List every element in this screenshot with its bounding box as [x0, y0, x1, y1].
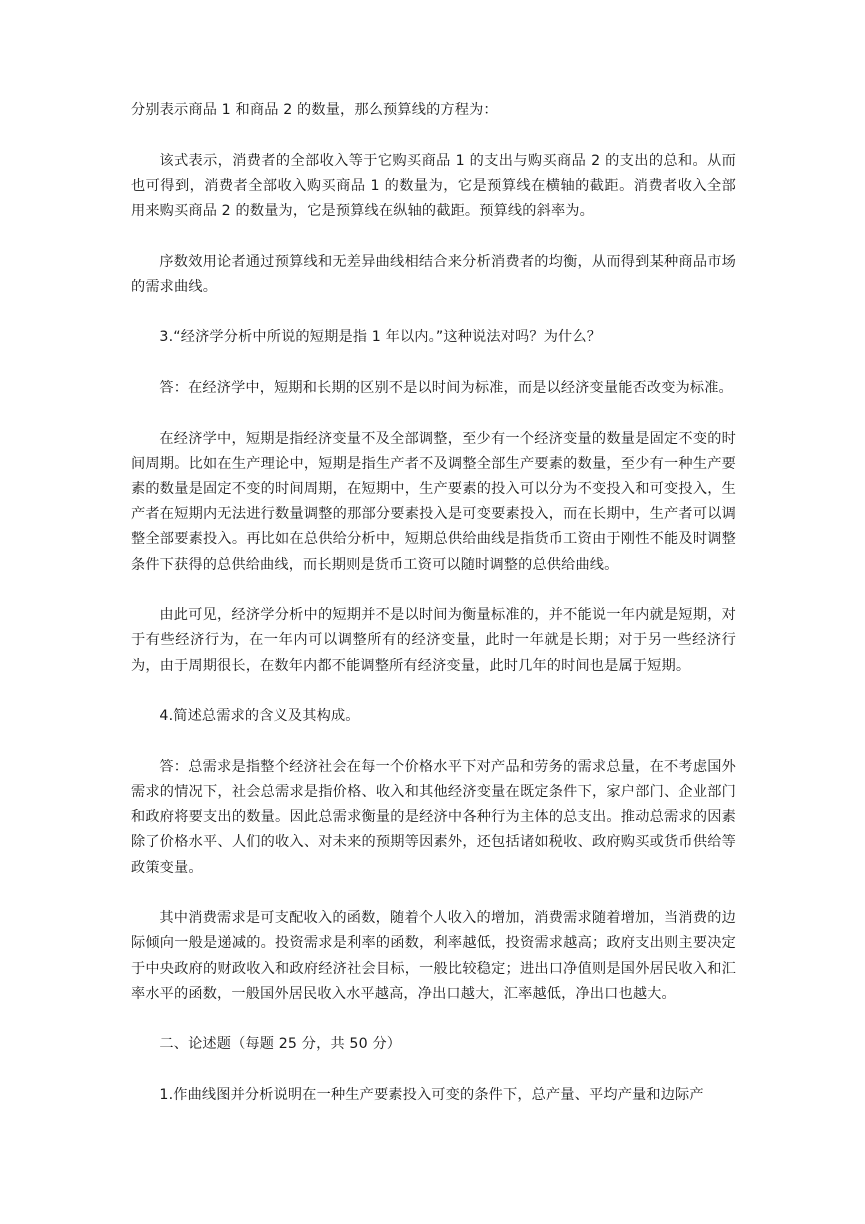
answer-3-intro: 答：在经济学中，短期和长期的区别不是以时间为标准，而是以经济变量能否改变为标准。: [159, 379, 733, 396]
question-4-heading: 4.简述总需求的含义及其构成。: [159, 708, 360, 725]
paragraph-ordinal-utility: 序数效用论者通过预算线和无差异曲线相结合来分析消费者的均衡，从而得到某种商品市场的需求曲线。: [131, 253, 736, 295]
paragraph-budget-equation: 分别表示商品 1 和商品 2 的数量，那么预算线的方程为：: [131, 102, 498, 118]
answer-3-body: 在经济学中，短期是指经济变量不及全部调整，至少有一个经济变量的数量是固定不变的时间周期。比如在生产理论中，短期是指生产者不及调整全部生产要素的数量，至少有一种生产要素的数量是固定不变的时间周期，在短期中，生产要素的投入可以分为不变投入和可变投入，生产者在短期内无法进行数量调整的那部分要素投入是可变要素投入，而在长期中，生产者可以调整全部要素投入。再比如在总供给分析中，短期总供给曲线是指货币工资由于刚性不能及时调整条件下获得的总供给曲线，而长期则是货币工资可以随时调整的总供给曲线。: [131, 430, 736, 573]
answer-4-definition: 答：总需求是指整个经济社会在每一个价格水平下对产品和劳务的需求总量，在不考虑国外需求的情况下，社会总需求是指价格、收入和其他经济变量在既定条件下，家户部门、企业部门和政府将要支出的数量。因此总需求衡量的是经济中各种行为主体的总支出。推动总需求的因素除了价格水平、人们的收入、对未来的预期等因素外，还包括诸如税收、政府购买或货币供给等政策变量。: [131, 758, 736, 876]
essay-question-1: 1.作曲线图并分析说明在一种生产要素投入可变的条件下，总产量、平均产量和边际产: [159, 1086, 704, 1103]
question-3-heading: 3.“经济学分析中所说的短期是指 1 年以内。”这种说法对吗？为什么？: [159, 329, 602, 346]
paragraph-budget-explanation: 该式表示，消费者的全部收入等于它购买商品 1 的支出与购买商品 2 的支出的总和。从而也可得到，消费者全部收入购买商品 1 的数量为，它是预算线在横轴的截距。消费者收入全部用来购买商品 2 的数量为，它是预算线在纵轴的截距。预算线的斜率为。: [131, 152, 736, 219]
section-2-heading: 二、论述题（每题 25 分，共 50 分）: [159, 1036, 402, 1053]
answer-4-components: 其中消费需求是可支配收入的函数，随着个人收入的增加，消费需求随着增加，当消费的边际倾向一般是递减的。投资需求是利率的函数，利率越低，投资需求越高；政府支出则主要决定于中央政府的财政收入和政府经济社会目标，一般比较稳定；进出口净值则是国外居民收入和汇率水平的函数，一般国外居民收入水平越高，净出口越大，汇率越低，净出口也越大。: [131, 910, 736, 1002]
answer-3-conclusion: 由此可见，经济学分析中的短期并不是以时间为衡量标准的，并不能说一年内就是短期，对于有些经济行为，在一年内可以调整所有的经济变量，此时一年就是长期；对于另一些经济行为，由于周期很长，在数年内都不能调整所有经济变量，此时几年的时间也是属于短期。: [131, 607, 736, 674]
